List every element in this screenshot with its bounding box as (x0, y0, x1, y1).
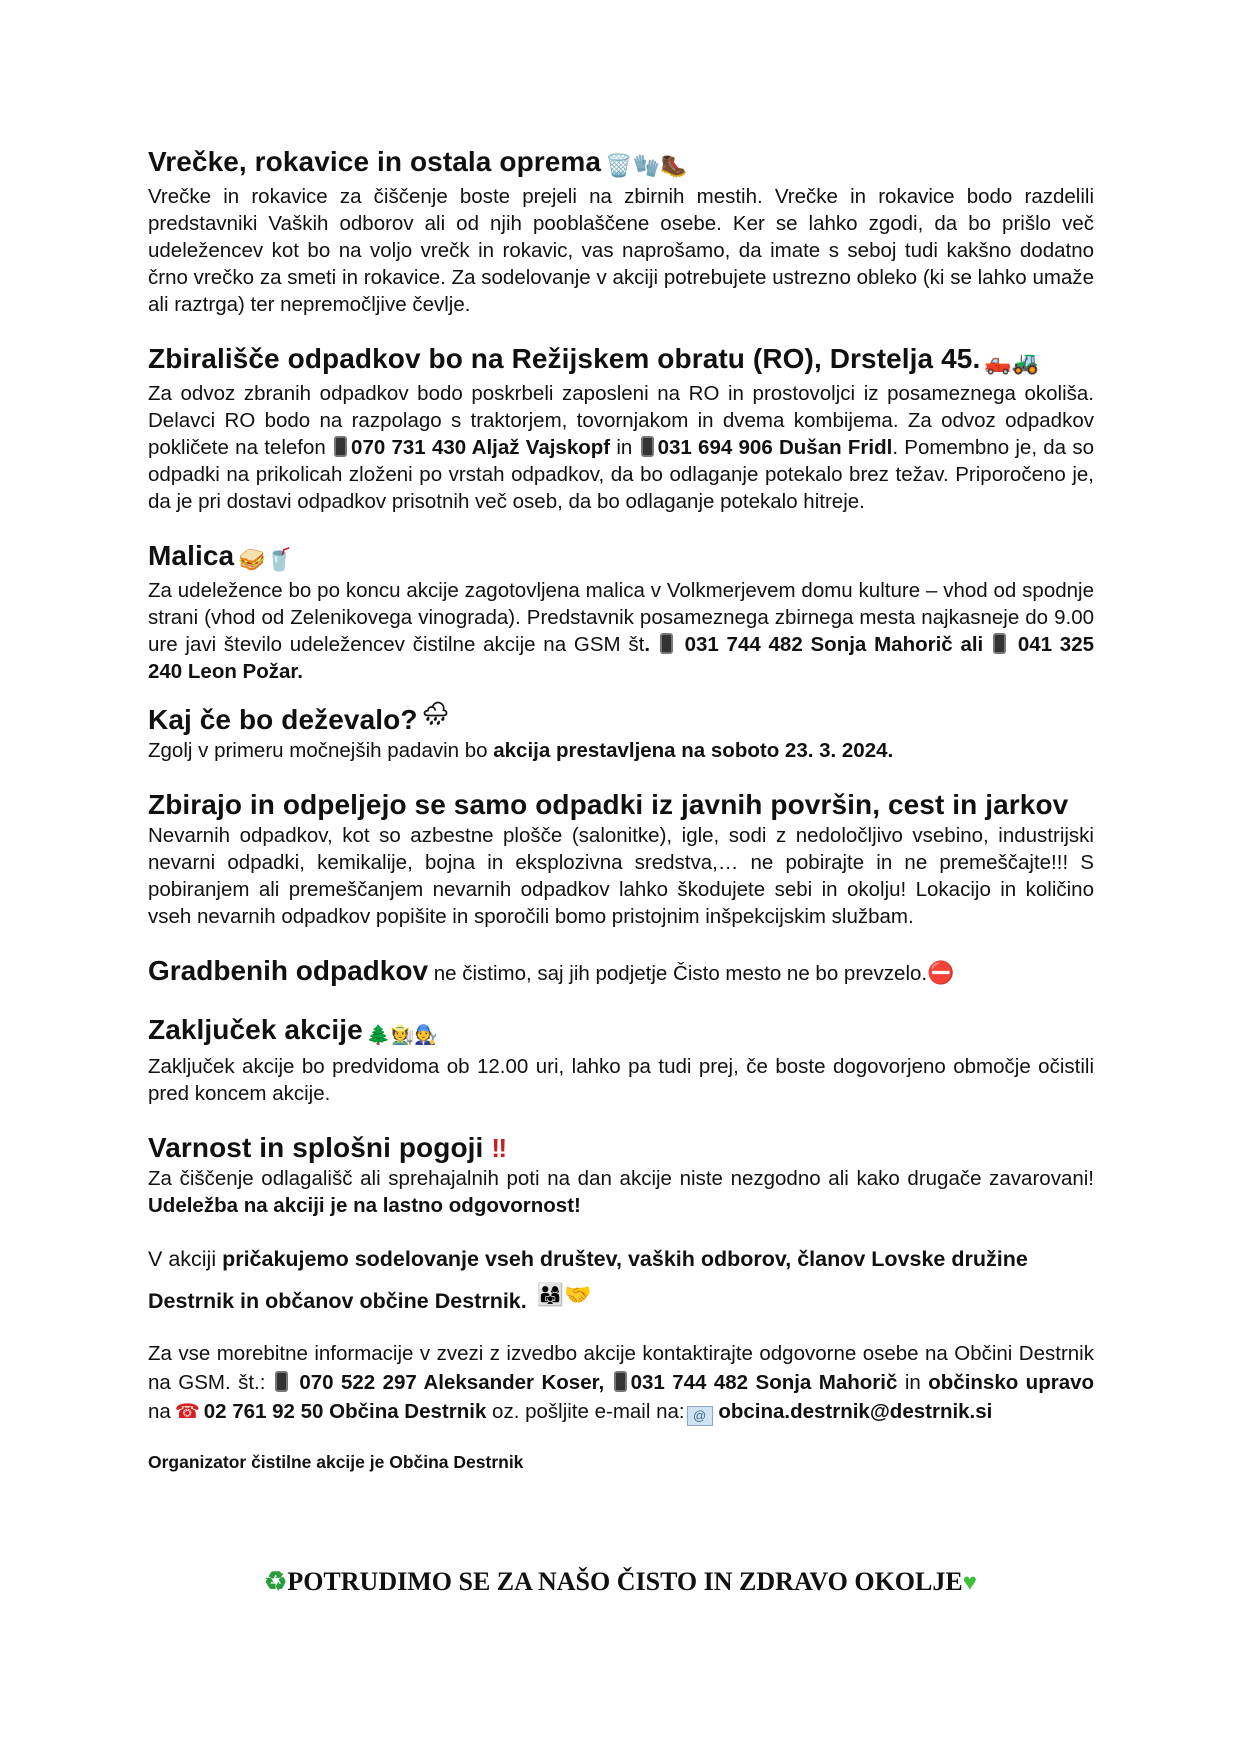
mobile-phone-icon (660, 633, 673, 654)
mobile-phone-icon (993, 633, 1006, 654)
section-collection-point (148, 342, 1094, 515)
section-snack (148, 539, 1094, 685)
footer-slogan: ♻POTRUDIMO SE ZA NAŠO ČISTO IN ZDRAVO OKOLJE♥ (264, 1567, 977, 1596)
paragraph-conclusion: Zaključek akcije bo predvidoma ob 12.00 uri, lahko pa tudi prej, če boste dogovorjeno območje očistili pred koncem akcije. (148, 1055, 1094, 1105)
bag-gloves-boots-icon: 🗑️🧤🥾 (605, 153, 688, 178)
email-address[interactable]: obcina.destrnik@destrnik.si (718, 1400, 993, 1423)
sandwich-drink-icon: 🥪🥤 (238, 547, 294, 572)
email-icon: @ (687, 1406, 713, 1426)
heading-hazardous: Zbirajo in odpeljejo se samo odpadki iz javnih površin, cest in jarkov (148, 789, 1069, 820)
section-equipment (148, 145, 1094, 318)
mobile-phone-icon (275, 1371, 288, 1392)
section-contact (148, 1339, 1094, 1427)
heading-construction-waste: Gradbenih odpadkov (148, 955, 429, 986)
mobile-phone-icon (334, 436, 347, 457)
heading-safety: Varnost in splošni pogoji ‼ (148, 1132, 508, 1163)
mobile-phone-icon (614, 1371, 627, 1392)
contact-pozar: 041 325 240 Leon Požar. (148, 633, 1095, 683)
recycle-icon: ♻ (264, 1567, 288, 1596)
contact-fridl: 031 694 906 Dušan Fridl (657, 436, 893, 459)
section-rain (148, 697, 1094, 764)
section-hazardous (148, 788, 1094, 930)
tree-workers-icon: 🌲🧑‍🌾🧑‍🔧 (366, 1025, 439, 1046)
contact-mahoric-2: 031 744 482 Sonja Mahorič (630, 1371, 898, 1394)
mobile-phone-icon (641, 436, 654, 457)
section-safety (148, 1131, 1094, 1219)
paragraph-collection-point: Za odvoz zbranih odpadkov bodo poskrbeli zaposleni na RO in prostovoljci iz posameznega okoliša. Delavci RO bodo na razpolago s traktorjem, tovornjakom in dvema kombijema. Za odvoz odpadkov pokličete na telefon 070 731 430 Aljaž Vajskopf in 031 694 906 Dušan Fridl. Pomembno je, da so odpadki na prikolicah zloženi po vrstah odpadkov, da bo odlaganje potekalo brez težav. Priporočeno je, da je pri dostavi odpadkov prisotnih več oseb, da bo odlaganje potekalo hitreje. (148, 382, 1094, 513)
no-entry-icon: ⛔ (927, 960, 955, 985)
truck-tractor-icon: 🛻🚜 (984, 350, 1040, 375)
paragraph-safety: Za čiščenje odlagališč ali sprehajalnih poti na dan akcije niste nezgodno ali kako drugače zavarovani! Udeležba na akciji je na lastno odgovornost! (148, 1167, 1094, 1217)
section-participation (148, 1241, 1094, 1319)
document-body (148, 145, 1094, 1476)
contact-koser: 070 522 297 Aleksander Koser, (299, 1371, 605, 1394)
contact-mahoric: 031 744 482 Sonja Mahorič ali (684, 633, 984, 656)
heading-rain: Kaj če bo deževalo? 🌧 (148, 697, 1094, 737)
green-heart-icon: ♥ (962, 1570, 977, 1596)
rain-cloud-icon: 🌧 (421, 701, 450, 726)
telephone-icon: ☎ (174, 1401, 200, 1423)
section-construction-waste: Gradbenih odpadkov ne čistimo, saj jih podjetje Čisto mesto ne bo prevzelo.⛔ (148, 955, 955, 986)
paragraph-contact: Za vse morebitne informacije v zvezi z izvedbo akcije kontaktirajte odgovorne osebe na Občini Destrnik na GSM. št.: 070 522 297 Aleksander Koser, 031 744 482 Sonja Mahorič in občinsko upravo na ☎ 02 761 92 50 Občina Destrnik oz. pošljite e-mail na: @ obcina.destrnik@destrnik.si (148, 1339, 1094, 1427)
organizer-note: Organizator čistilne akcije je Občina Destrnik (148, 1452, 524, 1472)
family-handshake-icon: 👨‍👩‍👧🤝 (536, 1282, 592, 1307)
heading-conclusion: Zaključek akcije 🌲🧑‍🌾🧑‍🔧 (148, 1013, 1094, 1053)
paragraph-equipment: Vrečke in rokavice za čiščenje boste prejeli na zbirnih mestih. Vrečke in rokavice bodo razdelili predstavniki Vaških odborov ali od njih pooblaščene osebe. Ker se lahko zgodi, da bo prišlo več udeležencev kot bo na voljo vrečk in rokavic, vas naprošamo, da imate s seboj tudi kakšno dodatno črno vrečko za smeti in rokavice. Za sodelovanje v akciji potrebujete ustrezno obleko (ki se lahko umaže ali raztrga) ter nepremočljive čevlje. (148, 185, 1094, 316)
paragraph-hazardous: Nevarnih odpadkov, kot so azbestne plošče (salonitke), igle, sodi z nedoločljivo vsebino, industrijski nevarni odpadki, kemikalije, bojna in eksplozivna sredstva,… ne pobirajte in ne premeščajte!!! S pobiranjem ali premeščanjem nevarnih odpadkov lahko škodujete sebi in okolju! Lokacijo in količino vseh nevarnih odpadkov popišite in sporočili bomo pristojnim inšpekcijskim službam. (148, 824, 1094, 928)
paragraph-participation: V akciji pričakujemo sodelovanje vseh društev, vaških odborov, članov Lovske družine Destrnik in občanov občine Destrnik. 👨‍👩‍👧🤝 (148, 1247, 1028, 1313)
contact-vajskopf: 070 731 430 Aljaž Vajskopf (351, 436, 611, 459)
section-conclusion (148, 1013, 1094, 1107)
contact-municipality: 02 761 92 50 Občina Destrnik (203, 1400, 487, 1423)
double-exclamation-icon: ‼ (491, 1133, 508, 1163)
heading-equipment: Vrečke, rokavice in ostala oprema 🗑️🧤🥾 (148, 145, 1094, 183)
heading-collection-point: Zbirališče odpadkov bo na Režijskem obratu (RO), Drstelja 45. 🛻🚜 (148, 342, 1094, 380)
paragraph-snack: Za udeležence bo po koncu akcije zagotovljena malica v Volkmerjevem domu kulture – vhod od spodnje strani (vhod od Zelenikovega vinograda). Predstavnik posameznega zbirnega mesta najkasneje do 9.00 ure javi število udeležencev čistilne akcije na GSM št. 031 744 482 Sonja Mahorič ali 041 325 240 Leon Požar. (148, 579, 1095, 683)
paragraph-rain: Zgolj v primeru močnejših padavin bo akcija prestavljena na soboto 23. 3. 2024. (148, 739, 894, 762)
heading-snack: Malica 🥪🥤 (148, 539, 1094, 577)
